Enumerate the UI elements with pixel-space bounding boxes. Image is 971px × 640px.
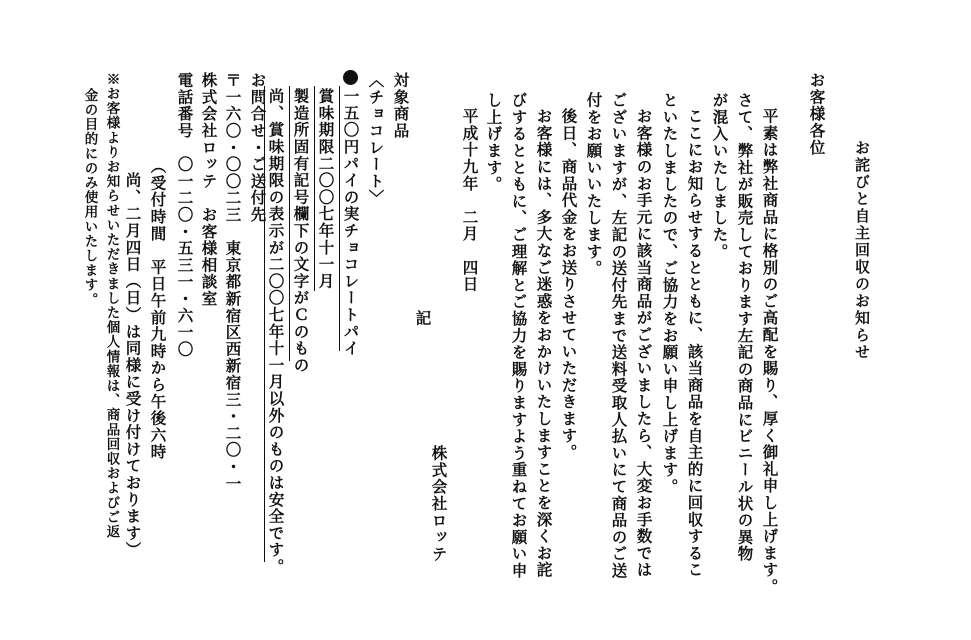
ki-heading: 記 (413, 310, 433, 327)
body-line-11: びするとともに、ご理解とご協力を賜りますよう重ねてお願い申 (509, 92, 529, 580)
body-line-7: ございますが、左記の送付先まで送料受取人払いにて商品のご送 (609, 92, 629, 580)
body-line-3: が混入いたしました。 (710, 92, 730, 260)
privacy-line-1: ※お客様よりお知らせいただきました個人情報は、商品回収およびご返 (103, 72, 120, 540)
feb4-note: 尚、二月四日（日）は同様に受け付けております） (123, 172, 143, 559)
best-before: 賞味期限二〇〇七年十一月 (316, 88, 336, 290)
postal-address: 〒一六〇・〇〇二三 東京都新宿区西新宿三・二〇・一 (223, 72, 243, 492)
customer-desk: 株式会社ロッテ お客様相談室 (199, 72, 219, 308)
issue-date: 平成十九年 二月 四日 (460, 108, 480, 293)
body-line-1: 平素は弊社商品に格別のご高配を賜り、厚く御礼申し上げます。 (760, 108, 780, 596)
notice-title: お詫びと自主回収のお知らせ (853, 140, 871, 361)
contact-heading: お問合せ・ご送付先 (248, 72, 268, 224)
salutation: お客様各位 (807, 72, 827, 156)
body-line-5: といたしましたので、ご協力をお願い申し上げます。 (660, 92, 680, 496)
phone-number: 電話番号 〇一二〇・五三一・六一〇 (175, 72, 195, 358)
company-signature: 株式会社ロッテ (429, 445, 449, 563)
body-line-6: お客様のお手元に該当商品がございましたら、大変お手数では (634, 108, 654, 579)
product-name: 一五〇円パイの実チョコレートパイ (341, 88, 361, 357)
privacy-line-2: 金の目的にのみ使用いたします。 (81, 88, 98, 307)
mfg-code-underline (289, 86, 290, 361)
product-underline (339, 86, 340, 351)
best-before-underline (314, 86, 315, 291)
product-category: 〈チョコレート〉 (366, 72, 386, 207)
body-line-8: 付をお願いいたします。 (584, 92, 604, 277)
body-line-9: 後日、商品代金をお送りさせていただきます。 (559, 108, 579, 461)
reception-hours: （受付時間 平日午前九時から午後六時 (148, 158, 168, 461)
bullet-marker (343, 70, 358, 85)
body-line-12: し上げます。 (484, 92, 504, 193)
body-line-10: お客様には、多大なご迷惑をおかけいたしますことを深くお詫 (534, 108, 554, 579)
manufacturer-code: 製造所固有記号欄下の文字がＣのもの (291, 88, 311, 374)
safety-note: 尚、賞味期限の表示が二〇〇七年十一月以外のものは安全です。 (266, 88, 286, 576)
body-line-2: さて、弊社が販売しております左記の商品にビニール状の異物 (735, 92, 755, 563)
target-heading: 対象商品 (391, 72, 411, 140)
body-line-4: ここにお知らせするとともに、該当商品を自主的に回収するこ (685, 108, 705, 579)
